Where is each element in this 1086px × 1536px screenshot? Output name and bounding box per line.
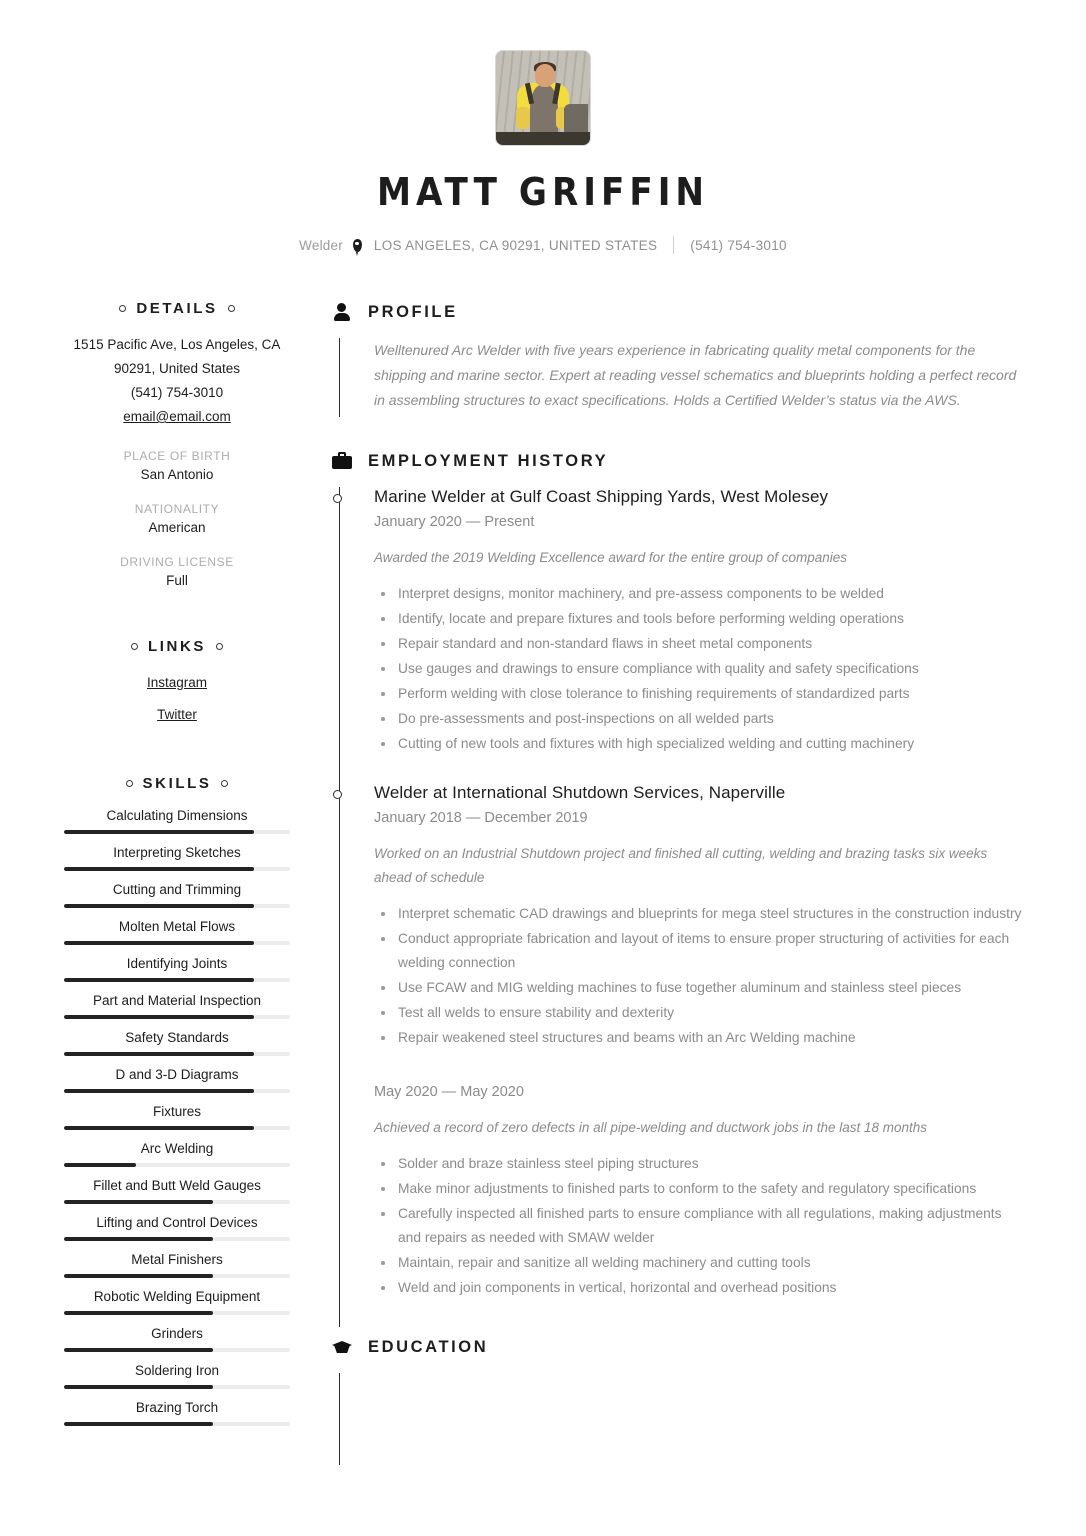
avatar — [495, 50, 591, 146]
employment-role: Welder at — [374, 783, 453, 802]
links-heading — [64, 638, 290, 655]
list-item: Maintain, repair and sanitize all welding machinery and cutting tools — [374, 1251, 1022, 1275]
employment-summary: Achieved a record of zero defects in all pipe-welding and ductwork jobs in the last 18 months — [374, 1120, 928, 1135]
skill-label: Interpreting Sketches — [113, 845, 241, 860]
section-employment-history — [332, 451, 1022, 1327]
skill-label: Robotic Welding Equipment — [93, 1289, 261, 1304]
employment-summary: Worked on an Industrial Shutdown project and finished all cutting, welding and brazing tasks six weeks ahead of schedule — [374, 846, 988, 885]
address-line-2: 90291, United States — [113, 361, 241, 376]
skill-level-bar — [64, 1348, 290, 1352]
skill-level-bar — [64, 1385, 290, 1389]
education-heading-label: EDUCATION — [368, 1337, 489, 1356]
person-icon — [332, 302, 352, 322]
skill-item — [64, 1363, 290, 1389]
skill-label: Lifting and Control Devices — [96, 1215, 258, 1230]
employment-entry — [374, 487, 1022, 783]
skill-label: Grinders — [151, 1326, 203, 1341]
skill-level-fill — [64, 867, 254, 871]
skill-level-bar — [64, 1015, 290, 1019]
skill-level-bar — [64, 941, 290, 945]
skill-item — [64, 1141, 290, 1167]
skill-level-bar — [64, 830, 290, 834]
skill-item — [64, 1252, 290, 1278]
contact-divider — [673, 236, 674, 254]
list-item: Interpret designs, monitor machinery, and pre-assess components to be welded — [374, 582, 1022, 606]
list-item: Carefully inspected all finished parts to ensure compliance with all regulations, making adjustments and repairs as needed with SMAW welder — [374, 1202, 1022, 1250]
header-phone: (541) 754-3010 — [690, 237, 787, 253]
skill-level-bar — [64, 1089, 290, 1093]
employment-title — [374, 487, 1022, 507]
skill-item — [64, 956, 290, 982]
skill-label: Brazing Torch — [135, 1400, 219, 1415]
briefcase-icon — [332, 451, 352, 471]
skill-level-fill — [64, 1163, 136, 1167]
page-title: MATT GRIFFIN — [376, 170, 710, 214]
skill-level-fill — [64, 1052, 254, 1056]
skill-level-fill — [64, 1089, 254, 1093]
skills-heading — [64, 775, 290, 792]
skill-level-bar — [64, 1163, 290, 1167]
skill-level-fill — [64, 1015, 254, 1019]
list-item: Use gauges and drawings to ensure compliance with quality and safety specifications — [374, 657, 1022, 681]
address-line-1: 1515 Pacific Ave, Los Angeles, CA — [73, 337, 281, 352]
skill-item — [64, 1326, 290, 1352]
employment-dates: May 2020 — May 2020 — [374, 1084, 524, 1100]
skill-level-fill — [64, 1274, 213, 1278]
field-value-nationality: American — [148, 520, 206, 535]
main-column — [332, 300, 1022, 1499]
skill-level-bar — [64, 867, 290, 871]
link-instagram[interactable]: Instagram — [146, 675, 208, 690]
skill-item — [64, 1289, 290, 1315]
employment-dates: January 2018 — December 2019 — [374, 810, 588, 826]
circle-ornament-icon — [228, 305, 235, 312]
skill-level-bar — [64, 1237, 290, 1241]
skill-level-bar — [64, 1422, 290, 1426]
skills-list — [64, 808, 290, 1426]
section-profile — [332, 302, 1022, 417]
field-label-nationality: NATIONALITY — [134, 502, 220, 516]
skill-item — [64, 1030, 290, 1056]
skill-level-bar — [64, 1274, 290, 1278]
skill-label: Fixtures — [152, 1104, 201, 1119]
education-empty-area — [374, 1373, 1022, 1465]
skill-level-fill — [64, 1237, 213, 1241]
list-item: Repair standard and non-standard flaws in sheet metal components — [374, 632, 1022, 656]
profile-heading-label: PROFILE — [368, 302, 458, 321]
skill-level-fill — [64, 978, 254, 982]
circle-ornament-icon — [221, 780, 228, 787]
circle-ornament-icon — [119, 305, 126, 312]
list-item: Do pre-assessments and post-inspections on all welded parts — [374, 707, 1022, 731]
employment-list — [339, 487, 1022, 1327]
list-item: Interpret schematic CAD drawings and blueprints for mega steel structures in the construction industry — [374, 902, 1022, 926]
skills-heading-label: SKILLS — [142, 775, 212, 792]
circle-ornament-icon — [126, 780, 133, 787]
employment-bullet-list — [374, 582, 1022, 756]
skill-label: D and 3-D Diagrams — [115, 1067, 239, 1082]
location-pin-icon — [353, 239, 362, 252]
skill-level-bar — [64, 1052, 290, 1056]
list-item: Use FCAW and MIG welding machines to fuse together aluminum and stainless steel pieces — [374, 976, 1022, 1000]
skill-level-fill — [64, 904, 254, 908]
employment-dates: January 2020 — Present — [374, 514, 535, 530]
profile-body — [339, 338, 1022, 417]
contact-line — [64, 236, 1022, 254]
skill-item — [64, 845, 290, 871]
skill-level-bar — [64, 978, 290, 982]
list-item: Repair weakened steel structures and beams with an Arc Welding machine — [374, 1026, 1022, 1050]
timeline-dot-icon — [333, 494, 342, 503]
circle-ornament-icon — [131, 643, 138, 650]
section-links — [64, 638, 290, 727]
skill-level-fill — [64, 941, 254, 945]
employment-entry — [374, 1084, 1022, 1327]
graduation-cap-icon — [332, 1337, 352, 1357]
details-heading — [64, 300, 290, 317]
links-heading-label: LINKS — [148, 638, 206, 655]
details-email-link[interactable]: email@email.com — [123, 409, 231, 424]
resume-body — [64, 300, 1022, 1499]
header-location: LOS ANGELES, CA 90291, UNITED STATES — [373, 237, 658, 253]
skill-level-bar — [64, 1126, 290, 1130]
skill-label: Identifying Joints — [126, 956, 228, 971]
employment-role: Marine Welder at — [374, 487, 510, 506]
skill-level-fill — [64, 1200, 213, 1204]
skill-item — [64, 1400, 290, 1426]
skill-label: Calculating Dimensions — [106, 808, 248, 823]
skill-item — [64, 919, 290, 945]
employment-bullet-list — [374, 902, 1022, 1050]
list-item: Test all welds to ensure stability and dexterity — [374, 1001, 1022, 1025]
skill-level-fill — [64, 1422, 213, 1426]
photo-floor — [496, 132, 590, 145]
skill-item — [64, 1104, 290, 1130]
list-item: Conduct appropriate fabrication and layout of items to ensure proper structuring of activities for each welding connection — [374, 927, 1022, 975]
employment-company: Gulf Coast Shipping Yards, West Molesey — [509, 487, 829, 506]
skill-label: Metal Finishers — [131, 1252, 223, 1267]
skill-label: Molten Metal Flows — [118, 919, 236, 934]
list-item: Solder and braze stainless steel piping structures — [374, 1152, 1022, 1176]
details-phone: (541) 754-3010 — [130, 385, 224, 400]
skill-item — [64, 882, 290, 908]
skill-label: Soldering Iron — [134, 1363, 220, 1378]
skill-level-bar — [64, 1200, 290, 1204]
list-item: Cutting of new tools and fixtures with high specialized welding and cutting machinery — [374, 732, 1022, 756]
section-skills — [64, 775, 290, 1426]
skill-label: Fillet and Butt Weld Gauges — [93, 1178, 261, 1193]
employment-heading-label: EMPLOYMENT HISTORY — [368, 451, 609, 470]
skill-level-fill — [64, 830, 254, 834]
skill-label: Safety Standards — [125, 1030, 229, 1045]
sidebar — [64, 300, 290, 1499]
employment-summary: Awarded the 2019 Welding Excellence award for the entire group of companies — [374, 550, 848, 565]
education-heading — [332, 1337, 1022, 1357]
details-block — [64, 333, 290, 588]
field-value-driving-license: Full — [166, 573, 188, 588]
employment-bullet-list — [374, 1152, 1022, 1300]
profile-text: Welltenured Arc Welder with five years experience in fabricating quality metal components for the shipping and marine sector. Expert at reading vessel schematics and blueprints holding a perfect record in assembling structures to exact specifications. Holds a Certified Welder’s status via the AWS. — [374, 342, 1017, 408]
photo-glove-left — [516, 107, 530, 129]
timeline-dot-icon — [333, 790, 342, 799]
section-details — [64, 300, 290, 588]
skill-item — [64, 808, 290, 834]
education-list — [339, 1373, 1022, 1465]
list-item: Make minor adjustments to finished parts to conform to the safety and regulatory specifications — [374, 1177, 1022, 1201]
details-heading-label: DETAILS — [136, 300, 218, 317]
skill-level-fill — [64, 1385, 213, 1389]
skill-level-bar — [64, 904, 290, 908]
links-list — [64, 671, 290, 727]
photo-head — [535, 64, 555, 87]
section-education — [332, 1337, 1022, 1465]
field-label-place-of-birth: PLACE OF BIRTH — [123, 449, 231, 463]
employment-title — [374, 783, 1022, 803]
list-item: Perform welding with close tolerance to finishing requirements of standardized parts — [374, 682, 1022, 706]
skill-label: Arc Welding — [140, 1141, 214, 1156]
field-value-place-of-birth: San Antonio — [140, 467, 214, 482]
skill-level-fill — [64, 1126, 254, 1130]
skill-level-fill — [64, 1311, 213, 1315]
skill-level-fill — [64, 1348, 213, 1352]
photo-metal-sheet — [564, 104, 588, 136]
skill-item — [64, 1215, 290, 1241]
employment-heading — [332, 451, 1022, 471]
skill-item — [64, 1178, 290, 1204]
skill-item — [64, 1067, 290, 1093]
profile-heading — [332, 302, 1022, 322]
header-job-title: Welder — [299, 237, 343, 253]
skill-label: Cutting and Trimming — [112, 882, 242, 897]
employment-company: International Shutdown Services, Naperville — [452, 783, 786, 802]
link-twitter[interactable]: Twitter — [157, 707, 197, 722]
employment-entry — [374, 783, 1022, 1077]
circle-ornament-icon — [216, 643, 223, 650]
skill-item — [64, 993, 290, 1019]
field-label-driving-license: DRIVING LICENSE — [120, 555, 234, 569]
resume-header — [64, 0, 1022, 254]
skill-level-bar — [64, 1311, 290, 1315]
list-item: Identify, locate and prepare fixtures and tools before performing welding operations — [374, 607, 1022, 631]
list-item: Weld and join components in vertical, horizontal and overhead positions — [374, 1276, 1022, 1300]
skill-label: Part and Material Inspection — [92, 993, 262, 1008]
